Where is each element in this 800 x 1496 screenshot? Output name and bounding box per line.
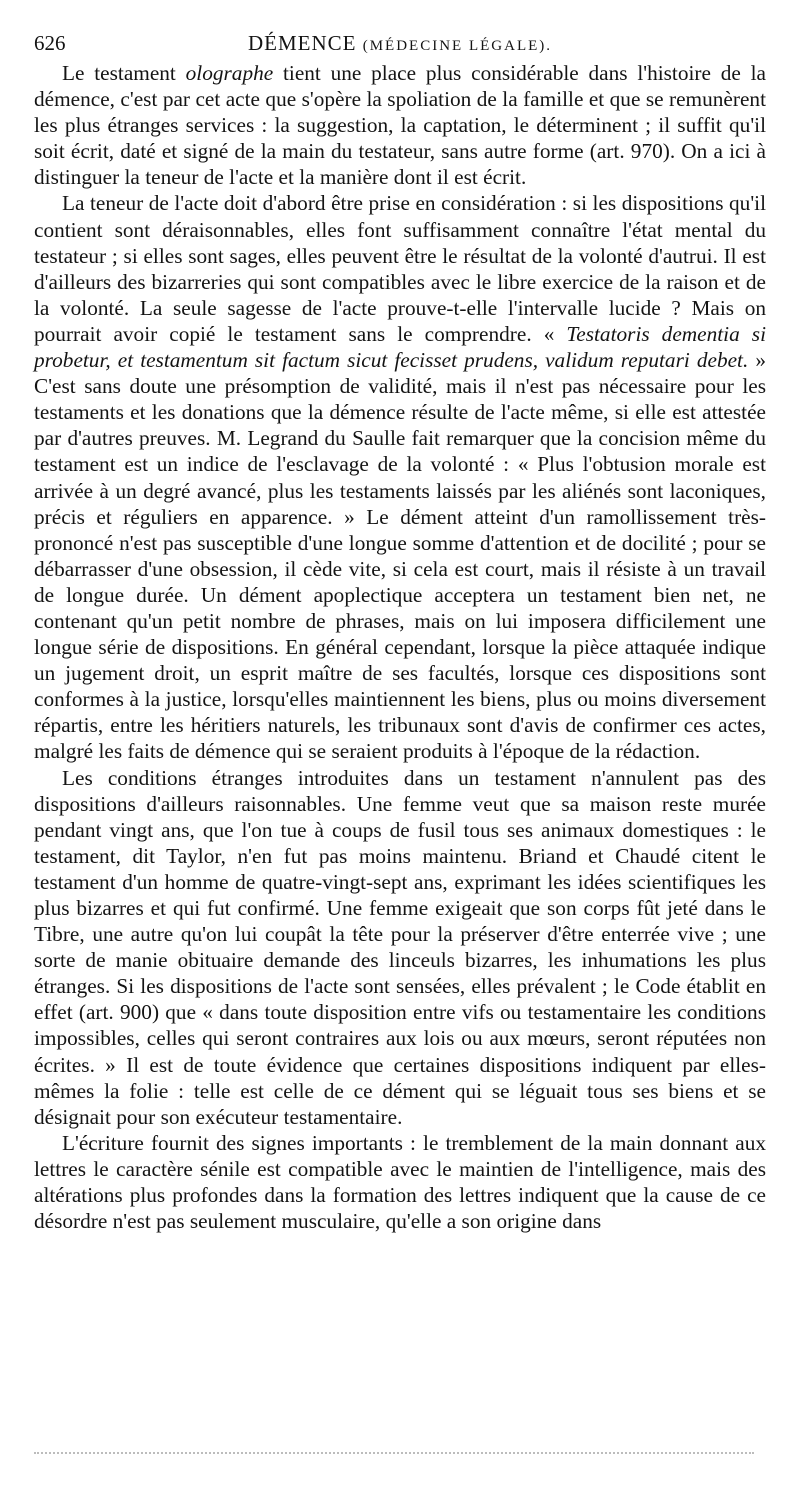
running-head [34, 26, 766, 60]
paragraph-ecriture: L'écriture fournit des signes importants : le tremblement de la main donnant aux lettres le caractère sénile est compatible avec le maintien de l'intelligence, mais des altérations plus profondes dans la formation des lettres indiquent que la cause de ce désordre n'est pas seulement musculaire, qu'elle a son origine dans [34, 1130, 766, 1234]
paragraph-olographe-part-a: Le testament [62, 61, 186, 85]
chapter-title: DÉMENCE [247, 31, 357, 55]
paragraph-olographe-part-c: tient une place plus considérable dans l'histoire de la démence, c'est par cet acte que s'opère la spoliation de la famille et que se remunèrent les plus étranges services : la suggestion, la captation, le déterminent ; il suffit qu'il soit écrit, daté et signé de la main du testateur, sans autre forme (art. 970). On a ici à distinguer la teneur de l'acte et la manière dont il est écrit. [34, 61, 766, 190]
latin-quotation: Testatoris dementia si probetur, et testamentum sit factum sicut fecisset prudens, validum reputari debet. [34, 321, 766, 373]
paragraph-olographe [34, 60, 766, 190]
paragraph-conditions: Les conditions étranges introduites dans un testament n'annulent pas des dispositions d'ailleurs raisonnables. Une femme veut que sa maison reste murée pendant vingt ans, que l'on tue à coups de fusil tous ses animaux domestiques : le testament, dit Taylor, n'en fut pas moins maintenu. Briand et Chaudé citent le testament d'un homme de quatre-vingt-sept ans, exprimant les idées scientifiques les plus bizarres et qui fut confirmé. Une femme exigeait que son corps fût jeté dans le Tibre, une autre qu'on lui coupât la tête pour la préserver d'être enterrée vive ; une sorte de manie obituaire demande des linceuls bizarres, les inhumations les plus étranges. Si les dispositions de l'acte sont sensées, elles prévalent ; le Code établit en effet (art. 900) que « dans toute disposition entre vifs ou testamentaire les conditions impossibles, celles qui seront contraires aux lois ou aux mœurs, seront réputées non écrites. » Il est de toute évidence que certaines dispositions indiquent par elles-mêmes la folie : telle est celle de ce dément qui se léguait tous ses biens et se désignait pour son exécuteur testamentaire. [34, 765, 766, 1129]
book-page [34, 26, 766, 1234]
chapter-subtitle: (MÉDECINE LÉGALE). [362, 38, 553, 54]
footer-dotted-rule [34, 1452, 754, 1454]
paragraph-teneur [34, 190, 766, 764]
paragraph-teneur-part-a: La teneur de l'acte doit d'abord être prise en considération : si les dispositions qu'il contient sont déraisonnables, elles font suffisamment connaître l'état mental du testateur ; si elles sont sages, elles peuvent être le résultat de la volonté d'autrui. Il est d'ailleurs des bizarreries qui sont compatibles avec le libre exercice de la raison et de la volonté. La seule sagesse de l'acte prouve-t-elle l'intervalle lucide ? Mais on pourrait avoir copié le testament sans le comprendre. « [34, 191, 766, 346]
body-text [34, 60, 766, 1234]
running-title [34, 26, 766, 63]
paragraph-olographe-italic: olographe [185, 61, 274, 85]
paragraph-teneur-part-c: » C'est sans doute une présomption de validité, mais il n'est pas nécessaire pour les testaments et les donations que la démence résulte de l'acte même, si elle est attestée par d'autres preuves. M. Legrand du Saulle fait remarquer que la concision même du testament est un indice de l'esclavage de la volonté : « Plus l'obtusion morale est arrivée à un degré avancé, plus les testaments laissés par les aliénés sont laconiques, précis et réguliers en apparence. » Le dément atteint d'un ramollissement très-prononcé n'est pas susceptible d'une longue somme d'attention et de docilité ; pour se débarrasser d'une obsession, il cède vite, si cela est court, mais il résiste à un travail de longue durée. Un dément apoplectique acceptera un testament bien net, ne contenant qu'un petit nombre de phrases, mais on lui imposera difficilement une longue série de dispositions. En général cependant, lorsque la pièce attaquée indique un jugement droit, un esprit maître de ses facultés, lorsque ces dispositions sont conformes à la justice, lorsqu'elles maintiennent les biens, plus ou moins diversement répartis, entre les héritiers naturels, les tribunaux sont d'avis de confirmer ces actes, malgré les faits de démence qui se seraient produits à l'époque de la rédaction. [34, 348, 766, 764]
page-number: 626 [34, 31, 66, 55]
